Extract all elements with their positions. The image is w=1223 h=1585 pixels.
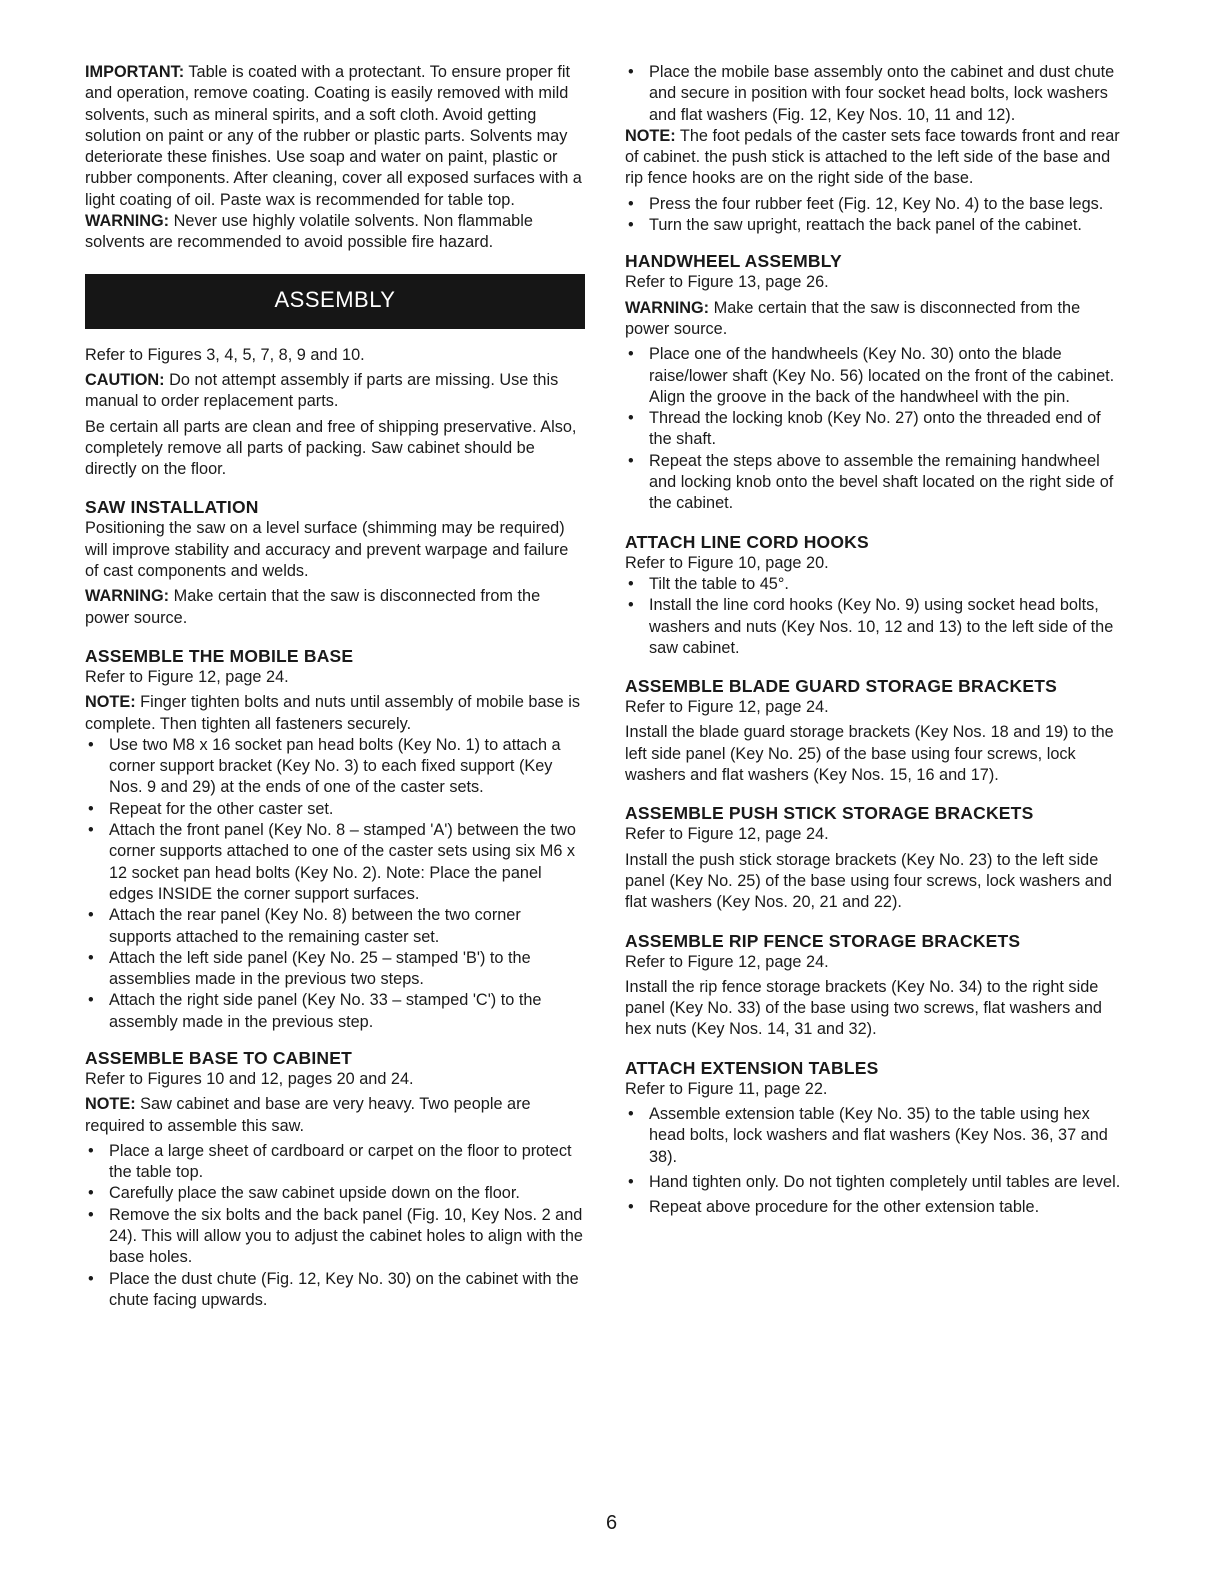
list-item: • Place the mobile base assembly onto the cabinet and dust chute and secure in position with four socket head bolts, lock washers and flat washers (Fig. 12, Key Nos. 10, 11 and 12). (625, 62, 1125, 126)
list-item: • Remove the six bolts and the back panel (Fig. 10, Key Nos. 2 and 24). This will allow you to adjust the cabinet holes to align with the base holes. (85, 1205, 585, 1269)
saw-installation-warning (85, 586, 585, 629)
base-to-cabinet-refer: Refer to Figures 10 and 12, pages 20 and 24. (85, 1069, 414, 1088)
warning-label: WARNING: (625, 298, 710, 317)
base-to-cabinet-final-steps (625, 194, 1125, 237)
important-label: IMPORTANT: (85, 63, 185, 81)
list-item: • Assemble extension table (Key No. 35) to the table using hex head bolts, lock washers and flat washers (Key Nos. 36, 37 and 38). (625, 1104, 1125, 1168)
list-item: • Turn the saw upright, reattach the back panel of the cabinet. (625, 215, 1125, 236)
note-text: Finger tighten bolts and nuts until assembly of mobile base is complete. Then tighten all fasteners securely. (85, 693, 581, 733)
assembly-refer: Refer to Figures 3, 4, 5, 7, 8, 9 and 10. (85, 345, 365, 364)
note-text: Saw cabinet and base are very heavy. Two people are required to assemble this saw. (85, 1095, 531, 1135)
mobile-base-heading: ASSEMBLE THE MOBILE BASE (85, 645, 354, 666)
list-item: • Hand tighten only. Do not tighten completely until tables are level. (625, 1172, 1125, 1193)
push-stick-refer: Refer to Figure 12, page 24. (625, 825, 829, 844)
line-cord-heading: ATTACH LINE CORD HOOKS (625, 531, 869, 552)
saw-installation-text: Positioning the saw on a level surface (shimming may be required) will improve stability and accuracy and prevent warpage and failure of cast components and welds. (85, 519, 569, 581)
caution-paragraph (85, 370, 585, 413)
list-item: • Place the dust chute (Fig. 12, Key No. 30) on the cabinet with the chute facing upwards. (85, 1269, 585, 1312)
important-paragraph (85, 62, 585, 211)
caution-label: CAUTION: (85, 370, 165, 389)
list-item: • Carefully place the saw cabinet upside down on the floor. (85, 1183, 585, 1204)
right-column (625, 62, 1125, 1218)
note-label: NOTE: (85, 693, 136, 712)
mobile-base-refer: Refer to Figure 12, page 24. (85, 667, 289, 686)
push-stick-heading: ASSEMBLE PUSH STICK STORAGE BRACKETS (625, 803, 1034, 824)
warning-text: Never use highly volatile solvents. Non flammable solvents are recommended to avoid possible fire hazard. (85, 212, 533, 252)
rip-fence-refer: Refer to Figure 12, page 24. (625, 952, 829, 971)
list-item: • Attach the right side panel (Key No. 33 – stamped 'C') to the assembly made in the previous step. (85, 990, 585, 1033)
warning-text: Make certain that the saw is disconnected from the power source. (625, 298, 1081, 338)
assembly-banner: ASSEMBLY (85, 274, 585, 329)
warning-solvents-paragraph (85, 211, 585, 254)
list-item: • Repeat the steps above to assemble the remaining handwheel and locking knob onto the bevel shaft located on the right side of the cabinet. (625, 451, 1125, 515)
extension-steps (625, 1104, 1125, 1218)
note-text: The foot pedals of the caster sets face towards front and rear of cabinet. the push stick is attached to the left side of the base and rip fence hooks are on the right side of the base. (625, 126, 1120, 188)
list-item: • Tilt the table to 45°. (625, 574, 1125, 595)
saw-installation-heading: SAW INSTALLATION (85, 497, 259, 518)
line-cord-steps (625, 574, 1125, 659)
list-item: • Place one of the handwheels (Key No. 30) onto the blade raise/lower shaft (Key No. 56) located on the front of the cabinet. Align the groove in the back of the handwheel with the pin. (625, 344, 1125, 408)
extension-heading: ATTACH EXTENSION TABLES (625, 1057, 879, 1078)
mobile-base-steps (85, 735, 585, 1033)
base-to-cabinet-steps (85, 1141, 585, 1311)
caster-note (625, 126, 1125, 190)
handwheel-steps (625, 344, 1125, 514)
rip-fence-heading: ASSEMBLE RIP FENCE STORAGE BRACKETS (625, 930, 1021, 951)
base-to-cabinet-steps-continued (625, 62, 1125, 126)
list-item: • Use two M8 x 16 socket pan head bolts (Key No. 1) to attach a corner support bracket (Key No. 3) to each fixed support (Key Nos. 9 and 29) at the ends of one of the caster sets. (85, 735, 585, 799)
list-item: • Repeat above procedure for the other extension table. (625, 1197, 1125, 1218)
caution-text: Do not attempt assembly if parts are missing. Use this manual to order replacement parts. (85, 370, 559, 411)
assembly-paragraph: Be certain all parts are clean and free of shipping preservative. Also, completely remove all parts of packing. Saw cabinet should be directly on the floor. (85, 417, 577, 479)
important-text: Table is coated with a protectant. To ensure proper fit and operation, remove coating. Coating is easily removed with mild solvents, such as mineral spirits, and a soft cloth. Avoid getting solution on paint or any of the rubber or plastic parts. Solvents may deteriorate these finishes. Use soap and water on paint, plastic or rubber components. After cleaning, cover all exposed surfaces with a light coating of oil. Paste wax is recommended for table top. (85, 63, 582, 209)
base-to-cabinet-heading: ASSEMBLE BASE TO CABINET (85, 1047, 353, 1068)
note-label: NOTE: (625, 126, 676, 145)
list-item: • Install the line cord hooks (Key No. 9) using socket head bolts, washers and nuts (Key Nos. 10, 12 and 13) to the left side of the saw cabinet. (625, 595, 1125, 659)
handwheel-warning (625, 298, 1125, 341)
list-item: • Repeat for the other caster set. (85, 799, 585, 820)
page-number: 6 (605, 1512, 618, 1534)
warning-text: Make certain that the saw is disconnected from the power source. (85, 587, 541, 627)
blade-guard-refer: Refer to Figure 12, page 24. (625, 698, 829, 717)
list-item: • Press the four rubber feet (Fig. 12, Key No. 4) to the base legs. (625, 194, 1125, 215)
blade-guard-text: Install the blade guard storage brackets (Key Nos. 18 and 19) to the left side panel (Key No. 25) of the base using four screws, lock washers and flat washers (Key Nos. 15, 16 and 17). (625, 723, 1114, 785)
blade-guard-heading: ASSEMBLE BLADE GUARD STORAGE BRACKETS (625, 676, 1057, 697)
list-item: • Place a large sheet of cardboard or carpet on the floor to protect the table top. (85, 1141, 585, 1184)
left-column (85, 62, 585, 1311)
list-item: • Attach the front panel (Key No. 8 – stamped 'A') between the two corner supports attached to one of the caster sets using six M6 x 12 socket pan head bolts (Key No. 2). Note: Place the panel edges INSIDE the corner support surfaces. (85, 820, 585, 905)
rip-fence-text: Install the rip fence storage brackets (Key No. 34) to the right side panel (Key No. 33) of the base using two screws, flat washers and hex nuts (Key Nos. 14, 31 and 32). (625, 977, 1102, 1039)
warning-label: WARNING: (85, 212, 170, 231)
handwheel-refer: Refer to Figure 13, page 26. (625, 273, 829, 292)
extension-refer: Refer to Figure 11, page 22. (625, 1079, 828, 1098)
list-item: • Attach the rear panel (Key No. 8) between the two corner supports attached to the remaining caster set. (85, 905, 585, 948)
list-item: • Thread the locking knob (Key No. 27) onto the threaded end of the shaft. (625, 408, 1125, 451)
mobile-base-note (85, 692, 585, 735)
note-label: NOTE: (85, 1095, 136, 1114)
line-cord-refer: Refer to Figure 10, page 20. (625, 553, 829, 572)
warning-label: WARNING: (85, 587, 170, 606)
handwheel-heading: HANDWHEEL ASSEMBLY (625, 251, 842, 272)
list-item: • Attach the left side panel (Key No. 25 – stamped 'B') to the assemblies made in the previous two steps. (85, 948, 585, 991)
base-to-cabinet-note (85, 1094, 585, 1137)
push-stick-text: Install the push stick storage brackets (Key No. 23) to the left side panel (Key No. 25) of the base using four screws, lock washers and flat washers (Key Nos. 20, 21 and 22). (625, 850, 1112, 912)
